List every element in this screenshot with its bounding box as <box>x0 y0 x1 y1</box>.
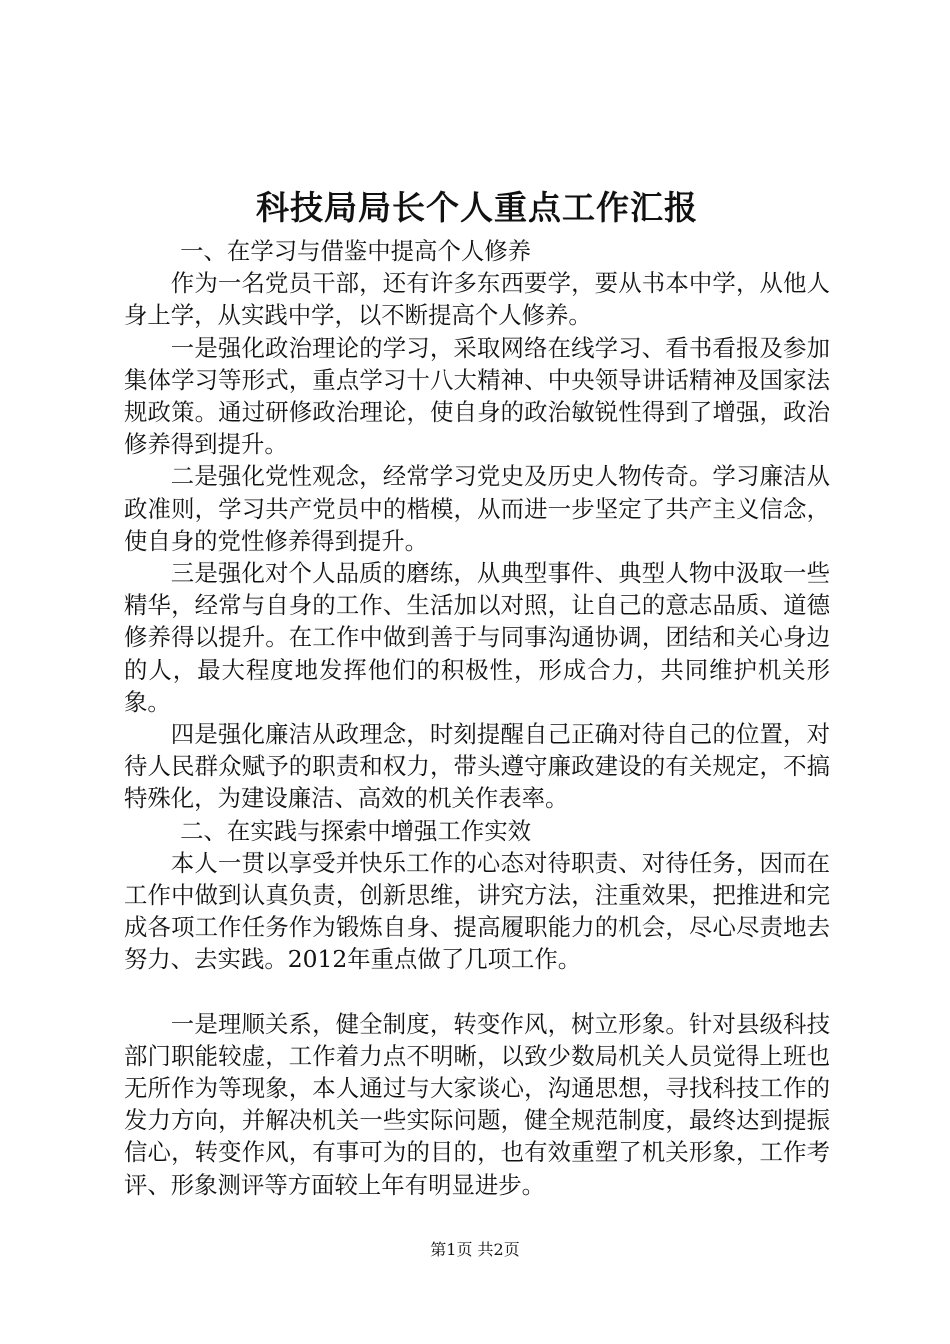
section-1-point-3: 三是强化对个人品质的磨练，从典型事件、典型人物中汲取一些精华，经常与自身的工作、生活加以对照，让自己的意志品质、道德修养得以提升。在工作中做到善于与同事沟通协调，团结和关心身边的人，最大程度地发挥他们的积极性，形成合力，共同维护机关形象。 <box>124 559 830 716</box>
page-footer: 第1页 共2页 <box>430 1240 520 1259</box>
document-page <box>124 185 830 1201</box>
section-1-point-1: 一是强化政治理论的学习，采取网络在线学习、看书看报及参加集体学习等形式，重点学习十八大精神、中央领导讲话精神及国家法规政策。通过研修政治理论，使自身的政治敏锐性得到了增强，政治修养得到提升。 <box>124 333 830 459</box>
section-1-intro: 作为一名党员干部，还有许多东西要学，要从书本中学，从他人身上学，从实践中学，以不断提高个人修养。 <box>124 269 830 330</box>
paragraph-spacer <box>124 976 830 1008</box>
section-1-point-4: 四是强化廉洁从政理念，时刻提醒自己正确对待自己的位置，对待人民群众赋予的职责和权力，带头遵守廉政建设的有关规定，不搞特殊化，为建设廉洁、高效的机关作表率。 <box>124 720 830 813</box>
section-heading-2: 二、在实践与探索中增强工作实效 <box>180 816 532 845</box>
section-2-point-1: 一是理顺关系，健全制度，转变作风，树立形象。针对县级科技部门职能较虚，工作着力点不明晰，以致少数局机关人员觉得上班也无所作为等现象，本人通过与大家谈心，沟通思想，寻找科技工作的发力方向，并解决机关一些实际问题，健全规范制度，最终达到提振信心，转变作风，有事可为的目的，也有效重塑了机关形象，工作考评、形象测评等方面较上年有明显进步。 <box>124 1009 830 1199</box>
section-1-point-2: 二是强化党性观念，经常学习党史及历史人物传奇。学习廉洁从政准则，学习共产党员中的楷模，从而进一步坚定了共产主义信念，使自身的党性修养得到提升。 <box>124 462 830 555</box>
section-heading-1: 一、在学习与借鉴中提高个人修养 <box>180 237 532 265</box>
section-2-intro: 本人一贯以享受并快乐工作的心态对待职责、对待任务，因而在工作中做到认真负责，创新思维，讲究方法，注重效果，把推进和完成各项工作任务作为锻炼自身、提高履职能力的机会，尽心尽责地去努力、去实践。2012年重点做了几项工作。 <box>124 848 830 974</box>
document-title: 科技局局长个人重点工作汇报 <box>256 188 698 227</box>
